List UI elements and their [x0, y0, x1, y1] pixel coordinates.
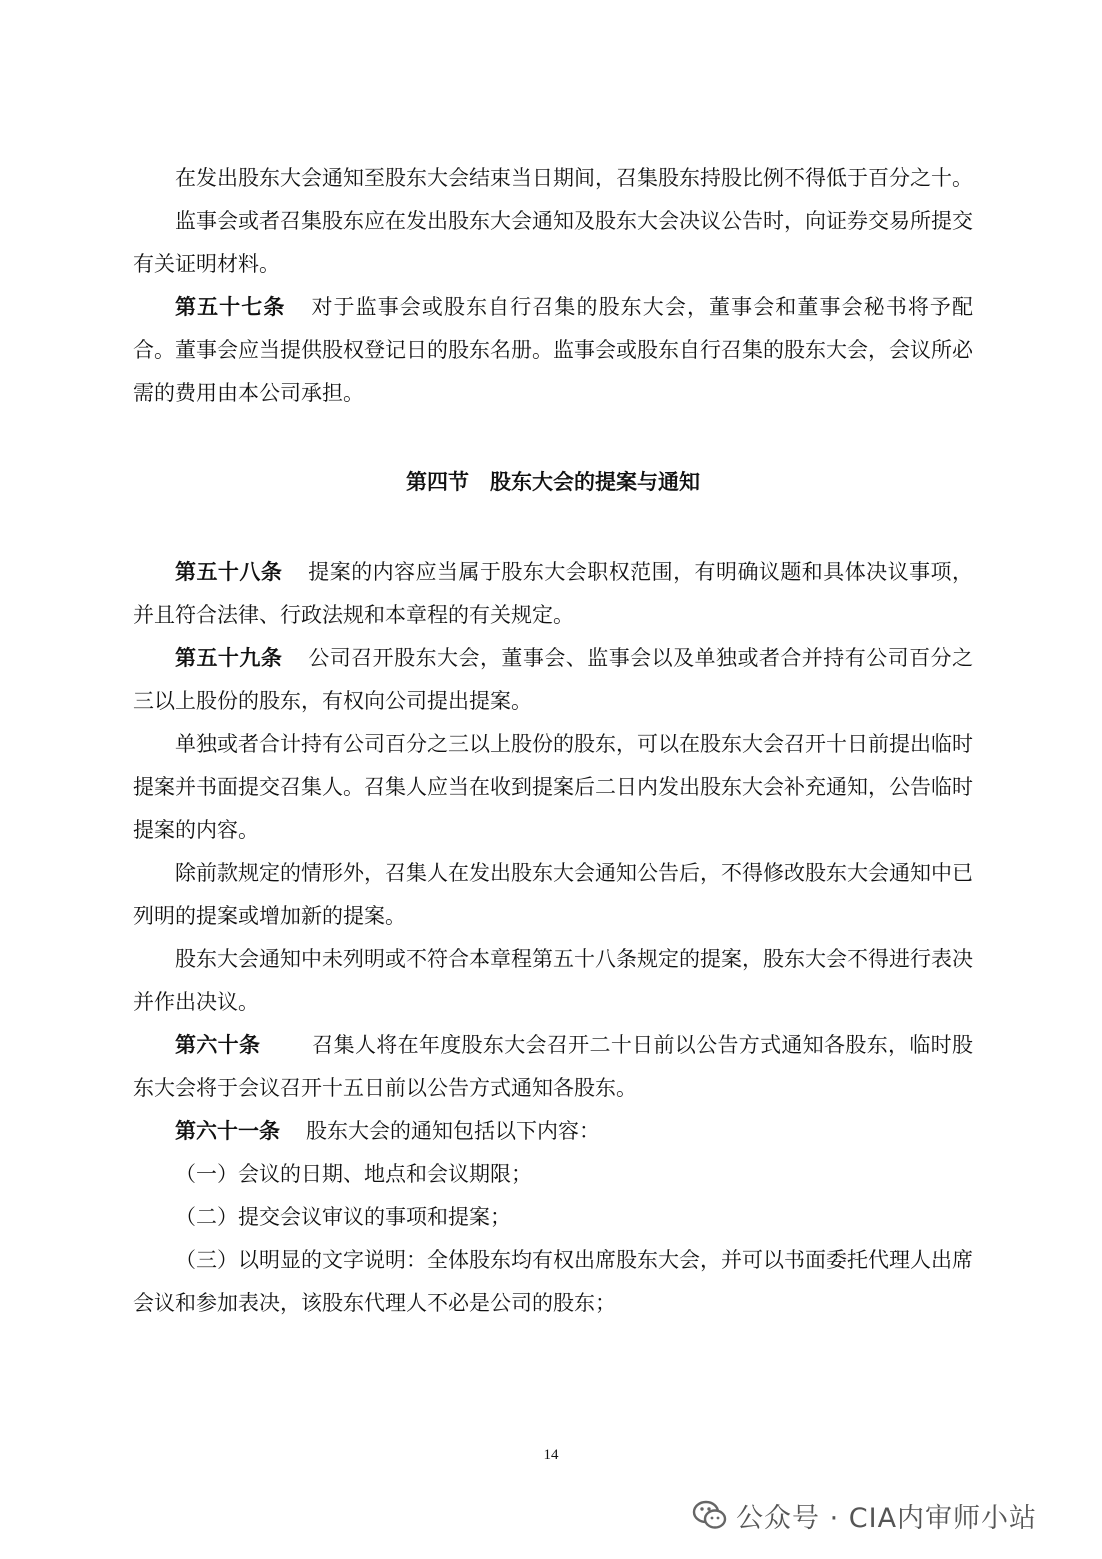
paragraph: 在发出股东大会通知至股东大会结束当日期间，召集股东持股比例不得低于百分之十。 [175, 166, 973, 190]
paragraph: 除前款规定的情形外，召集人在发出股东大会通知公告后，不得修改股东大会通知中已列明的提案或增加新的提案。 [133, 861, 973, 928]
paragraph-article-59: 第五十九条 公司召开股东大会，董事会、监事会以及单独或者合并持有公司百分之三以上股份的股东，有权向公司提出提案。 [133, 646, 974, 713]
paragraph-article-57: 第五十七条 对于监事会或股东自行召集的股东大会，董事会和董事会秘书将予配合。董事会应当提供股权登记日的股东名册。监事会或股东自行召集的股东大会，会议所必需的费用由本公司承担。 [133, 295, 974, 405]
wechat-icon [692, 1499, 728, 1531]
paragraph-article-60: 第六十条 召集人将在年度股东大会召开二十日前以公告方式通知各股东，临时股东大会将于会议召开十五日前以公告方式通知各股东。 [133, 1033, 973, 1100]
paragraph-article-61: 第六十一条 股东大会的通知包括以下内容： [175, 1119, 600, 1143]
bottom-paragraphs [133, 551, 973, 1325]
list-item: （三）以明显的文字说明：全体股东均有权出席股东大会，并可以书面委托代理人出席会议和参加表决，该股东代理人不必是公司的股东； [133, 1248, 973, 1315]
watermark [692, 1493, 1037, 1537]
top-paragraphs [133, 157, 973, 415]
article-number: 第六十一条 [175, 1119, 280, 1143]
page-number: 14 [543, 1447, 559, 1463]
paragraph: 监事会或者召集股东应在发出股东大会通知及股东大会决议公告时，向证券交易所提交有关证明材料。 [133, 209, 973, 276]
paragraph: 单独或者合计持有公司百分之三以上股份的股东，可以在股东大会召开十日前提出临时提案并书面提交召集人。召集人应当在收到提案后二日内发出股东大会补充通知，公告临时提案的内容。 [133, 732, 973, 842]
list-item: （一）会议的日期、地点和会议期限； [175, 1162, 532, 1186]
section-title: 第四节 股东大会的提案与通知 [406, 470, 700, 494]
list-item: （二）提交会议审议的事项和提案； [175, 1205, 511, 1229]
article-number: 第五十七条 [175, 295, 286, 319]
paragraph-article-58: 第五十八条 提案的内容应当属于股东大会职权范围，有明确议题和具体决议事项，并且符合法律、行政法规和本章程的有关规定。 [133, 560, 974, 627]
watermark-text: 公众号 · CIA内审师小站 [736, 1502, 1038, 1534]
paragraph: 股东大会通知中未列明或不符合本章程第五十八条规定的提案，股东大会不得进行表决并作出决议。 [133, 947, 973, 1014]
document-page [133, 157, 973, 1325]
article-number: 第五十九条 [175, 646, 283, 670]
article-number: 第六十条 [175, 1033, 261, 1057]
article-number: 第五十八条 [175, 560, 283, 584]
